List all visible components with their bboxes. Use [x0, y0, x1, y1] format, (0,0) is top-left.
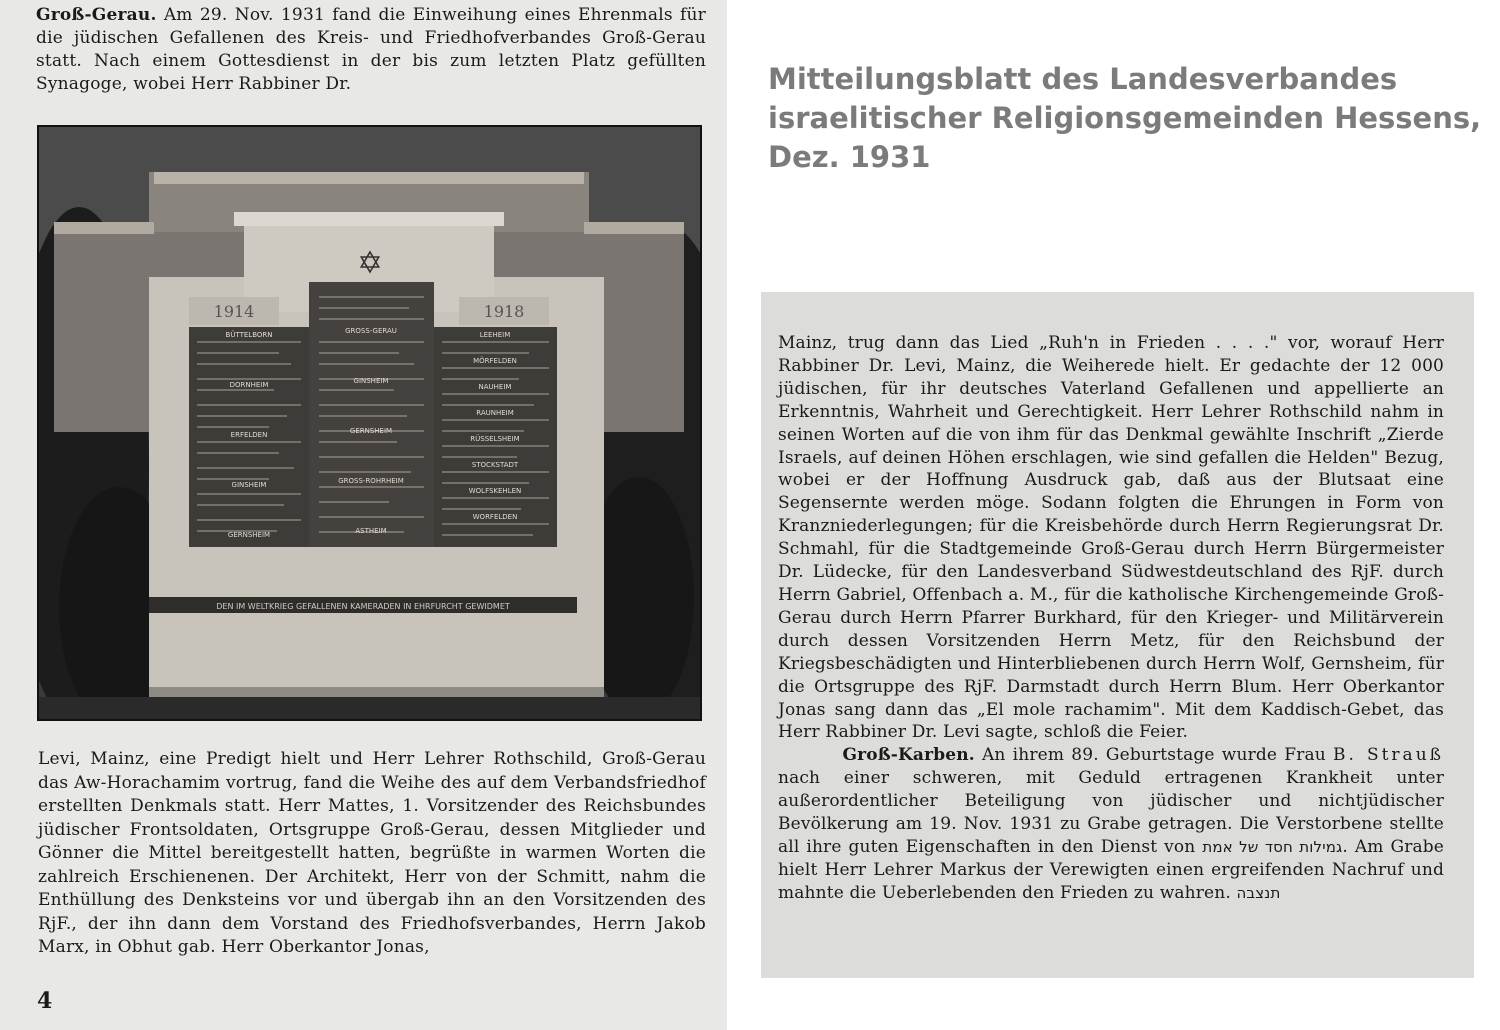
memorial-town-name: STOCKSTADT	[471, 461, 519, 469]
memorial-town-name: GINSHEIM	[231, 481, 267, 489]
clipping-paragraph-2b: nach einer schweren, mit Geduld ertragenen Krankheit unter außerordentlicher Beteiligung von jüdischer und nichtjüdischer Bevölkerung am 19. Nov. 1931 zu Grabe getragen. Die Verstorbene stellte all ihre guten Eigenschaften in den Dienst von	[778, 768, 1444, 857]
memorial-photo	[37, 125, 702, 721]
memorial-town-name: MÖRFELDEN	[473, 357, 517, 365]
memorial-inscription: DEN IM WELTKRIEG GEFALLENEN KAMERADEN IN EHRFURCHT GEWIDMET	[216, 602, 510, 611]
year-right: 1918	[483, 302, 525, 321]
memorial-town-name: RÜSSELSHEIM	[470, 435, 520, 443]
clipping-text: Mainz, trug dann das Lied „Ruh'n in Frieden . . . ." vor, worauf Herr Rabbiner Dr. Levi, Mainz, die Weiherede hielt. Er gedachte der 12 000 jüdischen, für ihr deutsches Vaterland Gefallenen und appellierte an Erkenntnis, Wahrheit und Gerechtigkeit. Herr Lehrer Rothschild nahm in seinen Worten auf die von ihm für das Denkmal gewählte Inschrift „Zierde Israels, auf deinen Höhen erschlagen, wie sind gefallen die Helden" Bezug, wobei er der Hoffnung Ausdruck gab, daß aus der Blutsaat eine Segensernte werden möge. Sodann folgten die Ehrungen in Form von Kranzniederlegungen; für die Kreisbehörde durch Herrn Regierungsrat Dr. Schmahl, für die Stadtgemeinde Groß-Gerau durch Herrn Bürgermeister Dr. Lüdecke, für den Landesverband Südwestdeutschland des RjF. durch Herrn Gabriel, Offenbach a. M., für die katholische Kirchengemeinde Groß-Gerau durch Herrn Pfarrer Burkhard, für den Krieger- und Militärverein durch dessen Vorsitzenden Herrn Metz, für den Reichsbund der Kriegsbeschädigten und Hinterbliebenen durch Herrn Wolf, Gernsheim, für die Ortsgruppe des RjF. Darmstadt durch Herrn Blum. Herr Oberkantor Jonas sang dann das „El mole rachamim". Mit dem Kaddisch-Gebet, das Herr Rabbiner Dr. Levi sagte, schloß die Feier. Groß-Karben. An ihrem 89. Geburtstage wurde Frau B. Strauß nach einer schweren, mit Geduld ertragenen Krankheit unter außerordentlicher Beteiligung von jüdischer und nichtjüdischer Bevölkerung am 19. Nov. 1931 zu Grabe getragen. Die Verstorbene stellte all ihre guten Eigenschaften in den Dienst von גמילות חסד של אמת. Am Grabe hielt Herr Lehrer Markus der Verewigten einen ergreifenden Nachruf und mahnte die Ueberlebenden den Frieden zu wahren. תנצבה	[778, 333, 1445, 903]
article-continuation-paragraph: Levi, Mainz, eine Predigt hielt und Herr Lehrer Rothschild, Groß-Gerau das Aw-Horachamim vortrug, fand die Weihe des auf dem Verbandsfriedhof erstellten Denkmals statt. Herr Mattes, 1. Vorsitzender des Reichsbundes jüdischer Frontsoldaten, Ortsgruppe Groß-Gerau, dessen Mitglieder und Gönner die Mittel bereitgestellt hatten, begrüßte in warmen Worten die zahlreich Erschienenen. Der Architekt, Herr von der Schmitt, nahm die Enthüllung des Denksteins vor und übergab ihn an den Vorsitzenden des RjF., der ihn dann dem Vorstand des Friedhofsverbandes, Herrn Jakob Marx, in Obhut gab. Herr Oberkantor Jonas,	[38, 749, 706, 957]
memorial-town-name: RAUNHEIM	[476, 409, 514, 417]
right-newspaper-clipping	[761, 292, 1474, 978]
clipping-paragraph-2c: Am Grabe hielt Herr Lehrer Markus der Verewigten einen ergreifenden Nachruf und mahnte die Ueberlebenden den Frieden zu wahren.	[778, 836, 1445, 903]
memorial-town-name: LEEHEIM	[479, 331, 511, 339]
memorial-town-name: NAUHEIM	[478, 383, 512, 391]
clipping-paragraph-2a: An ihrem 89. Geburtstage wurde Frau	[981, 745, 1326, 766]
hebrew-closing: תנצבה	[1236, 883, 1281, 902]
left-newspaper-page	[0, 0, 727, 1030]
source-title: Mitteilungsblatt des Landesverbandes israelitischer Religionsgemeinden Hessens, Dez. 1931	[768, 62, 1482, 174]
memorial-town-name: GINSHEIM	[353, 377, 389, 385]
memorial-illustration	[39, 127, 700, 719]
clipping-paragraph-1: Mainz, trug dann das Lied „Ruh'n in Frieden . . . ." vor, worauf Herr Rabbiner Dr. Levi, Mainz, die Weiherede hielt. Er gedachte der 12 000 jüdischen, für ihr deutsches Vaterland Gefallenen und appellierte an Erkenntnis, Wahrheit und Gerechtigkeit. Herr Lehrer Rothschild nahm in seinen Worten auf die von ihm für das Denkmal gewählte Inschrift „Zierde Israels, auf deinen Höhen erschlagen, wie sind gefallen die Helden" Bezug, wobei er der Hoffnung Ausdruck gab, daß aus der Blutsaat eine Segensernte werden möge. Sodann folgten die Ehrungen in Form von Kranzniederlegungen; für die Kreisbehörde durch Herrn Regierungsrat Dr. Schmahl, für die Stadtgemeinde Groß-Gerau durch Herrn Bürgermeister Dr. Lüdecke, für den Landesverband Südwestdeutschland des RjF. durch Herrn Gabriel, Offenbach a. M., für die katholische Kirchengemeinde Groß-Gerau durch Herrn Pfarrer Burkhard, für den Krieger- und Militärverein durch dessen Vorsitzenden Herrn Metz, für den Reichsbund der Kriegsbeschädigten und Hinterbliebenen durch Herrn Wolf, Gernsheim, für die Ortsgruppe des RjF. Darmstadt durch Herrn Blum. Herr Oberkantor Jonas sang dann das „El mole rachamim". Mit dem Kaddisch-Gebet, das Herr Rabbiner Dr. Levi sagte, schloß die Feier.	[778, 333, 1444, 743]
memorial-town-name: GERNSHEIM	[227, 531, 271, 539]
article-heading: Groß-Gerau.	[36, 5, 157, 25]
memorial-town-name: GROSS-ROHRHEIM	[338, 477, 404, 485]
memorial-town-name: ERFELDEN	[230, 431, 268, 439]
deceased-name: B. Strauß	[1333, 745, 1444, 766]
year-left: 1914	[213, 302, 255, 321]
memorial-town-name: GROSS-GERAU	[345, 327, 397, 335]
memorial-town-name: GERNSHEIM	[349, 427, 393, 435]
article-intro-text: Am 29. Nov. 1931 fand die Einweihung eines Ehrenmals für die jüdischen Gefallenen des Kreis- und Friedhofverbandes Groß-Gerau statt. Nach einem Gottesdienst in der bis zum letzten Platz gefüllten Synagoge, wobei Herr Rabbiner Dr.	[36, 5, 706, 94]
memorial-town-name: WORFELDEN	[472, 513, 518, 521]
clipping-heading: Groß-Karben.	[842, 745, 975, 766]
memorial-town-name: ASTHEIM	[355, 527, 387, 535]
page-number: 4	[37, 988, 53, 1014]
article-intro-paragraph	[36, 4, 706, 96]
memorial-town-name: BÜTTELBORN	[225, 331, 273, 339]
hebrew-phrase: גמילות חסד של אמת	[1202, 837, 1343, 856]
memorial-town-name: WOLFSKEHLEN	[468, 487, 522, 495]
memorial-town-name: DORNHEIM	[229, 381, 269, 389]
